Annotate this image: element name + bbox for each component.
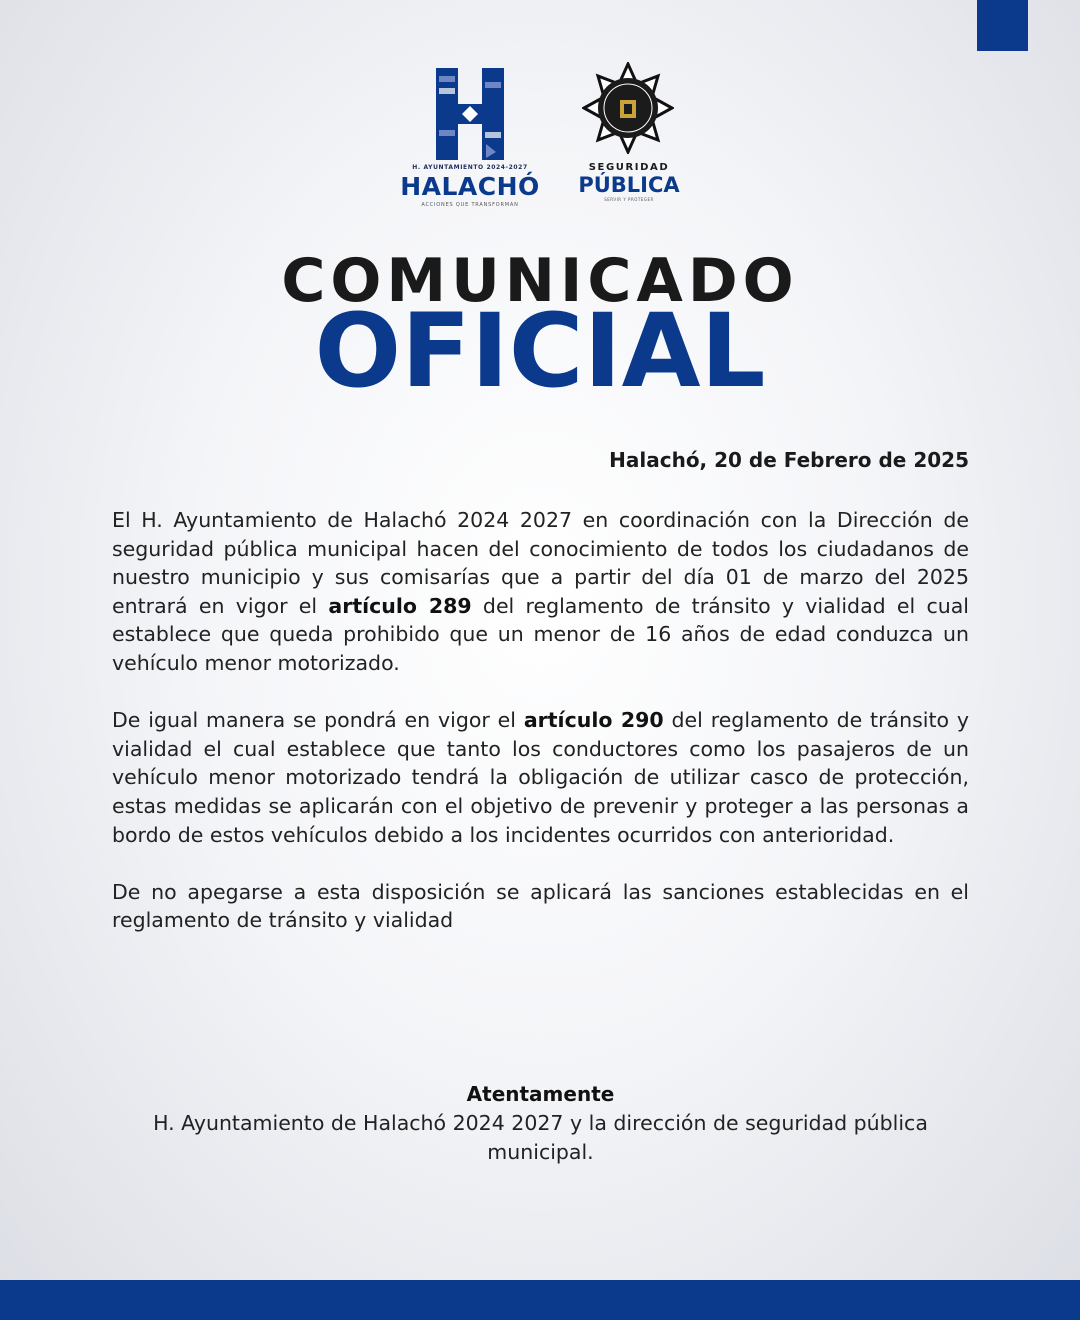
halacho-top-text: H. AYUNTAMIENTO 2024-2027 — [412, 164, 528, 171]
title-comunicado: COMUNICADO — [281, 246, 799, 316]
paragraph-1-text-b: del reglamento de tránsito y vialidad el cual establece que queda prohibido que un menor de 16 años de edad conduzca un vehículo menor motorizado. — [112, 593, 969, 675]
paragraph-2-text-b: del reglamento de tránsito y vialidad el cual establece que tanto los conductores como los pasajeros de un vehículo menor motorizado tendrá la obligación de utilizar casco de protección, estas medidas se aplicarán con el objetivo de prevenir y proteger a las personas a bordo de estos vehículos debido a los incidentes ocurridos con anterioridad. — [112, 708, 969, 847]
title-oficial: OFICIAL — [314, 292, 766, 411]
corner-accent-block — [977, 0, 1028, 51]
document-body — [112, 506, 969, 964]
seguridad-name: PÚBLICA — [578, 173, 680, 197]
police-star-badge-icon — [582, 62, 674, 154]
paragraph-2-text-a: De igual manera se pondrá en vigor el — [112, 708, 524, 733]
halacho-logo — [398, 68, 542, 210]
article-289-bold: artículo 289 — [328, 593, 472, 618]
halacho-h-mark-icon — [436, 68, 504, 160]
paragraph-1 — [112, 506, 969, 678]
article-290-bold: artículo 290 — [523, 708, 664, 733]
document-date: Halachó, 20 de Febrero de 2025 — [609, 448, 969, 472]
paragraph-1-text-a: El H. Ayuntamiento de Halachó 2024 2027 en coordinación con la Dirección de seguridad pública municipal hacen del conocimiento de todos los ciudadanos de nuestro municipio y sus comisarías que a partir del día 01 de marzo del 2025 entrará en vigor el — [112, 508, 969, 618]
halacho-tagline: ACCIONES QUE TRANSFORMAN — [421, 202, 519, 208]
bottom-accent-bar — [0, 1280, 1080, 1320]
paragraph-2 — [112, 706, 969, 849]
paragraph-3: De no apegarse a esta disposición se aplicará las sanciones establecidas en el reglamento de tránsito y vialidad — [112, 879, 969, 933]
closing-signatory: H. Ayuntamiento de Halachó 2024 2027 y la dirección de seguridad pública municipal. — [153, 1111, 928, 1164]
seguridad-tagline: SERVIR Y PROTEGER — [604, 197, 654, 202]
closing-sign: Atentamente — [466, 1082, 615, 1106]
seguridad-top-text: SEGURIDAD — [588, 162, 670, 173]
logos-header — [0, 62, 1080, 212]
halacho-name: HALACHÓ — [400, 172, 540, 201]
closing-block — [112, 1080, 969, 1167]
seguridad-publica-logo — [574, 62, 684, 210]
